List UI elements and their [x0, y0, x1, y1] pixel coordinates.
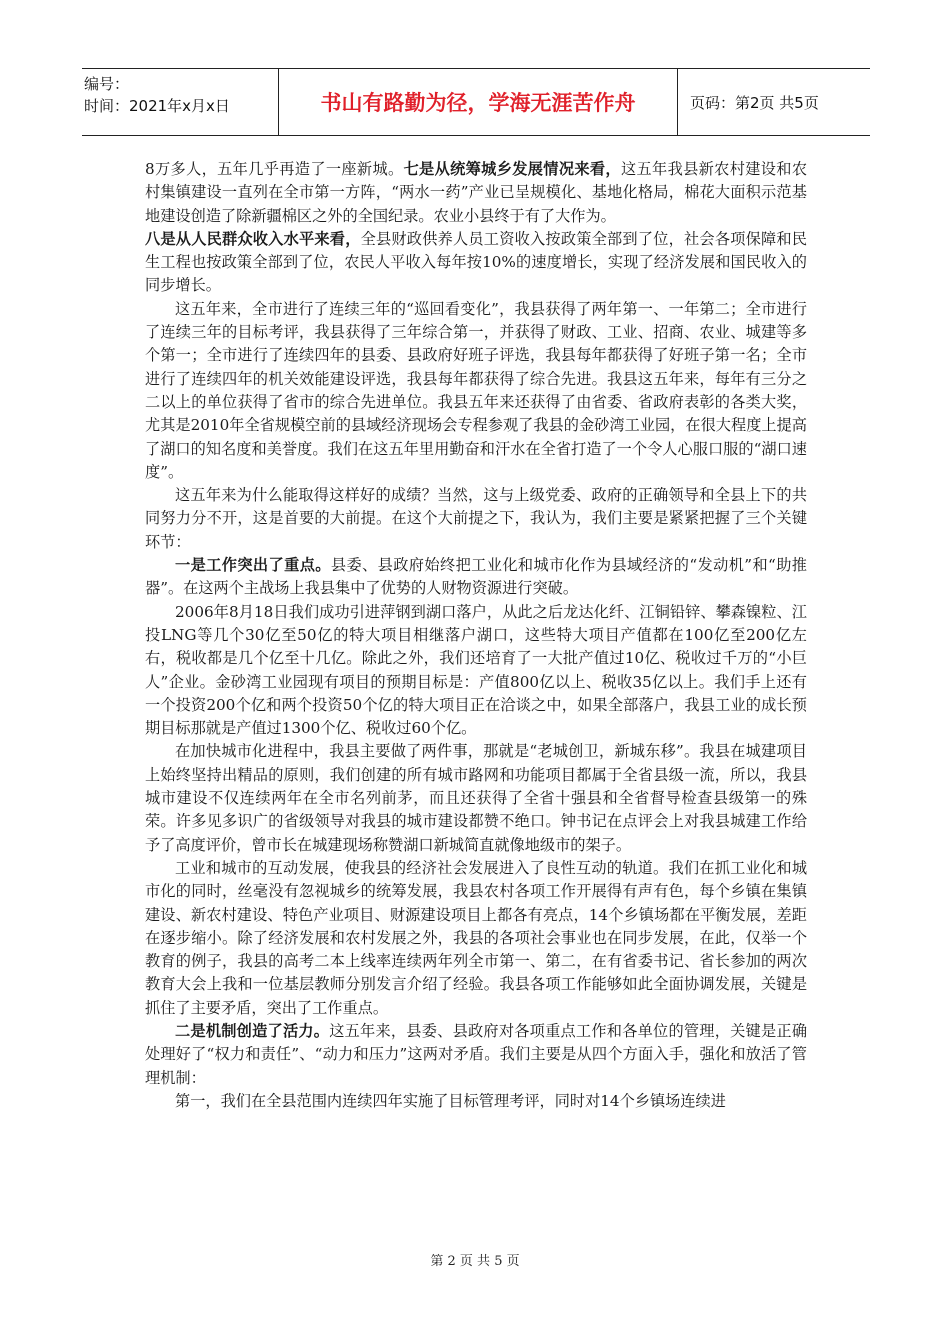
paragraph-text: 这五年来，县委、县政府对各项重点工作和各单位的管理，关键是正确处理好了“权力和责任”、“动力和压力”这两对矛盾。我们主要是从四个方面入手，强化和放活了管理机制： [145, 1021, 808, 1087]
paragraph-2 [145, 228, 807, 298]
header-motto: 书山有路勤为径，学海无涯苦作舟 [278, 69, 678, 135]
paragraph-10 [145, 1090, 807, 1113]
page-header [82, 68, 870, 136]
paragraph-3 [145, 298, 807, 484]
page-footer: 第 2 页 共 5 页 [430, 1254, 520, 1269]
paragraph-8 [145, 857, 807, 1020]
paragraph-text: 这五年来为什么能取得这样好的成绩？当然，这与上级党委、政府的正确领导和全县上下的共同努力分不开，这是首要的大前提。在这个大前提之下，我认为，我们主要是紧紧把握了三个关键环节： [145, 486, 807, 551]
paragraph-text: 工业和城市的互动发展，使我县的经济社会发展进入了良性互动的轨道。我们在抓工业化和城市化的同时，丝毫没有忽视城乡的统筹发展，我县农村各项工作开展得有声有色，每个乡镇在集镇建设、新农村建设、特色产业项目、财源建设项目上都各有亮点，14个乡镇场都在平衡发展，差距在逐步缩小。除了经济发展和农村发展之外，我县的各项社会事业也在同步发展，在此，仅举一个教育的例子，我县的高考二本上线率连续两年列全市第一、第二，在有省委书记、省长参加的两次教育大会上我和一位基层教师分别发言介绍了经验。我县各项工作能够如此全面协调发展，关键是抓住了主要矛盾，突出了工作重点。 [145, 858, 807, 1017]
paragraph-5 [145, 554, 807, 601]
header-page-number: 页码：第2页 共5页 [690, 93, 819, 112]
paragraph-bold-lead: 二是机制创造了活力。 [175, 1021, 330, 1040]
paragraph-text: 这五年来，全市进行了连续三年的“巡回看变化”，我县获得了两年第一、一年第二；全市进行了连续三年的目标考评，我县获得了三年综合第一，并获得了财政、工业、招商、农业、城建等多个第一；全市进行了连续四年的县委、县政府好班子评选，我县每年都获得了好班子第一名；全市进行了连续四年的机关效能建设评选，我县每年都获得了综合先进。我县这五年来，每年有三分之二以上的单位获得了省市的综合先进单位。我县五年来还获得了由省委、省政府表彰的各类大奖，尤其是2010年全省规模空前的县域经济现场会专程参观了我县的金砂湾工业园，在很大程度上提高了湖口的知名度和美誉度。我们在这五年里用勤奋和汗水在全省打造了一个令人心服口服的“湖口速度”。 [145, 299, 807, 481]
paragraph-bold-lead: 七是从统筹城乡发展情况来看， [403, 160, 621, 178]
paragraph-bold-lead: 八是从人民群众收入水平来看， [145, 229, 361, 248]
paragraph-7 [145, 740, 807, 856]
paragraph-text: 这五年我县新农村建设和农村集镇建设一直列在全市第一方阵，“两水一药”产业已呈规模化、基地化格局，棉花大面积示范基地建设创造了除新疆棉区之外的全国纪录。农业小县终于有了大作为。 [145, 160, 808, 225]
paragraph-text: 8万多人，五年几乎再造了一座新城。 [145, 160, 404, 178]
paragraph-text: 全县财政供养人员工资收入按政策全部到了位，社会各项保障和民生工程也按政策全部到了位，农民人平收入每年按10%的速度增长，实现了经济发展和国民收入的同步增长。 [145, 229, 808, 295]
paragraph-text: 第一，我们在全县范围内连续四年实施了目标管理考评，同时对14个乡镇场连续进 [175, 1091, 726, 1110]
paragraph-text: 在加快城市化进程中，我县主要做了两件事，那就是“老城创卫，新城东移”。我县在城建项目上始终坚持出精品的原则，我们创建的所有城市路网和功能项目都属于全省县级一流，所以，我县城市建设不仅连续两年在全市名列前茅，而且还获得了全省十强县和全省督导检查县级第一的殊荣。许多见多识广的省级领导对我县的城市建设都赞不绝口。钟书记在点评会上对我县城建工作给予了高度评价，曾市长在城建现场称赞湖口新城简直就像地级市的架子。 [145, 742, 807, 854]
document-body [145, 158, 807, 1113]
paragraph-bold-lead: 一是工作突出了重点。 [175, 556, 331, 575]
header-meta [82, 69, 278, 135]
paragraph-6 [145, 601, 807, 741]
paragraph-text: 2006年8月18日我们成功引进萍钢到湖口落户，从此之后龙达化纤、江铜铅锌、攀森镍粒、江投LNG等几个30亿至50亿的特大项目相继落户湖口，这些特大项目产值都在100亿至200亿左右，税收都是几个亿至十几亿。除此之外，我们还培育了一大批产值过10亿、税收过千万的“小巨人”企业。金砂湾工业园现有项目的预期目标是：产值800亿以上、税收35亿以上。我们手上还有一个投资200个亿和两个投资50个亿的特大项目正在洽谈之中，如果全部落户，我县工业的成长预期目标那就是产值过1300个亿、税收过60个亿。 [145, 602, 807, 738]
time-label: 时间：2021年x月x日 [84, 97, 230, 115]
paragraph-1 [145, 158, 807, 228]
code-label: 编号： [84, 75, 130, 93]
paragraph-4 [145, 484, 807, 554]
paragraph-9 [145, 1020, 807, 1090]
paragraph-text: 县委、县政府始终把工业化和城市化作为县域经济的“发动机”和“助推器”。在这两个主战场上我县集中了优势的人财物资源进行突破。 [145, 556, 807, 598]
